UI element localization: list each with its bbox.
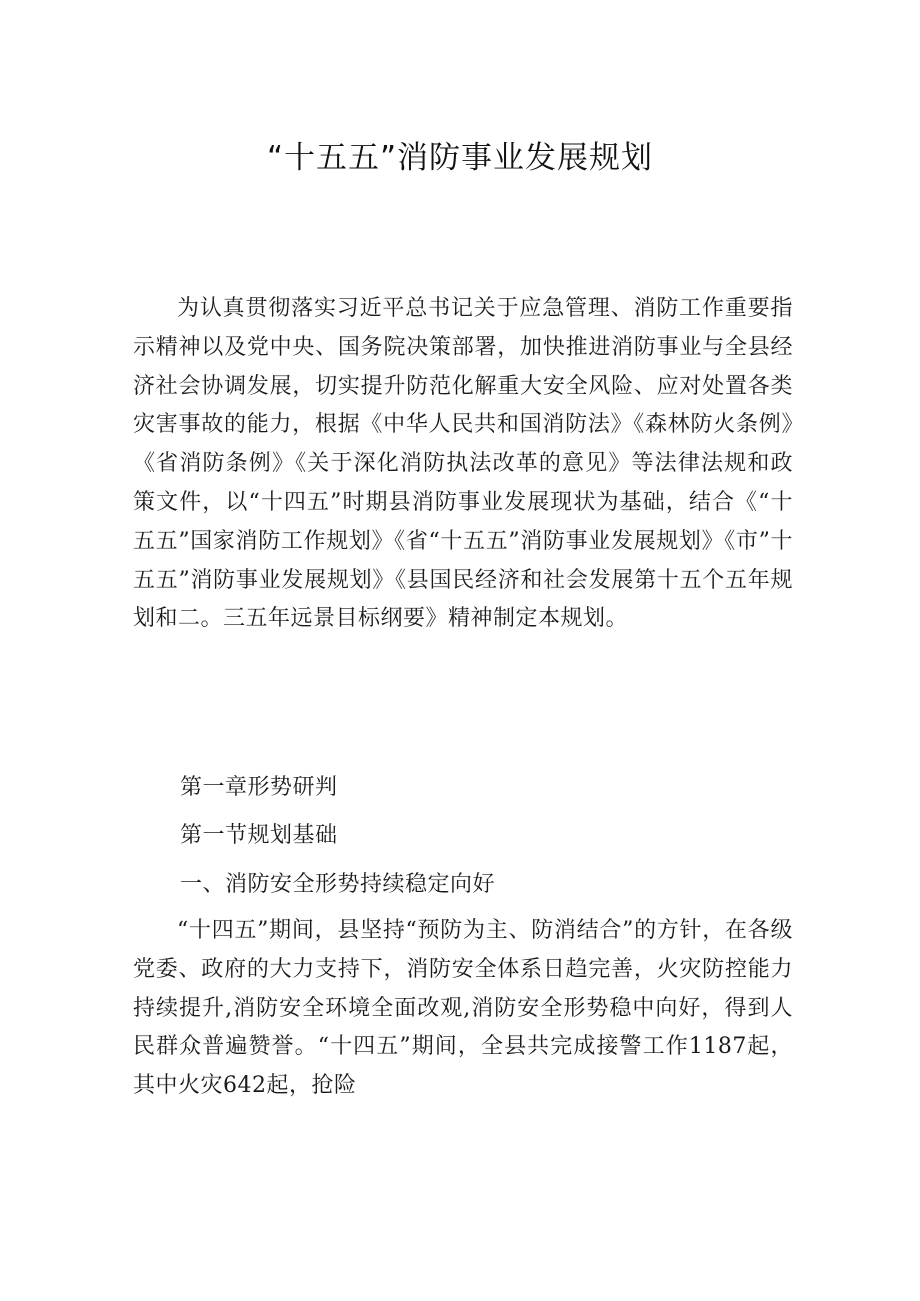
document-title: “十五五”消防事业发展规划	[266, 140, 654, 176]
intro-paragraph: 为认真贯彻落实习近平总书记关于应急管理、消防工作重要指示精神以及党中央、国务院决策部署，加快推进消防事业与全县经济社会协调发展，切实提升防范化解重大安全风险、应对处置各类灾害事故的能力，根据《中华人民共和国消防法》《森林防火条例》《省消防条例》《关于深化消防执法改革的意见》等法律法规和政策文件，以“十四五”时期县消防事业发展现状为基础，结合《“十五五”国家消防工作规划》《省“十五五”消防事业发展规划》《市”十五五”消防事业发展规划》《县国民经济和社会发展第十五个五年规划和二。三五年远景目标纲要》精神制定本规划。	[133, 296, 793, 632]
section-heading: 第一节规划基础	[180, 823, 338, 848]
chapter-heading: 第一章形势研判	[180, 775, 338, 800]
subsection-heading: 一、消防安全形势持续稳定向好	[180, 872, 496, 897]
body-paragraph: “十四五”期间，县坚持“预防为主、防消结合”的方针，在各级党委、政府的大力支持下，消防安全体系日趋完善，火灾防控能力持续提升,消防安全环境全面改观,消防安全形势稳中向好，得到人民群众普遍赞誉。“十四五”期间，全县共完成接警工作1187起，其中火灾642起，抢险	[133, 918, 793, 1099]
